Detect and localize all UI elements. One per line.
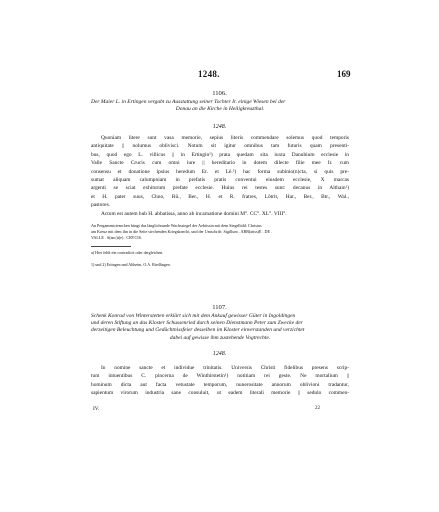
- body-line: consensu et donatione ipsius heredum Er. et Lê.²) hac forma subinio(n)cta, si quis pre-: [91, 168, 349, 175]
- footnote: a) Hier fehlt ein contradicit oder dergleichen.: [91, 250, 164, 255]
- body-line: hominum dicta aut facta vetustate temporum, nunerositate annorum oblivioni tradantur,: [91, 381, 349, 388]
- regest-line: dabei auf gewisse ihm zustehende Vogtrechte.: [169, 334, 271, 341]
- body-line: In nomine sancte et individue trinitatis. Universis Christi fidelibus presens scrip-: [101, 365, 349, 371]
- regest-line: Donau an die Kirche in Heiligkreuzthal.: [175, 106, 265, 113]
- document-body: [91, 364, 349, 398]
- body-line: Valle Sancte Crucis cum omni iure || hereditario in dotem dilecte filie mee Ir. cum: [91, 160, 349, 167]
- body-line: sapientum virorum industria sane consuluit, ut eadem literali memorie || sedulo commen-: [91, 390, 349, 397]
- sheet-signature: 22: [315, 406, 320, 411]
- document-date: 1248.: [212, 124, 227, 130]
- body-line: et H. pater suus, Chno, Rû., Ber., H. et R. fratres, Lôtrit, Har., Ber., Btr., Wal.,: [91, 193, 349, 200]
- body-line: antiquitate || nolumus oblivisci. Notum sit igitur omnibus tam futuris quam presenti-: [91, 143, 349, 150]
- running-header-year: 1248.: [198, 69, 220, 79]
- body-line: Quoniam litere sunt vasa memorie, sepius literis commendare solemus quod temporis: [101, 135, 349, 141]
- body-line: pastores.: [91, 202, 111, 209]
- body-line: tum intuentibus C. pincerna de Winthirstetin¹) notitiam rei geste. Ne mortalium ||: [91, 373, 349, 380]
- document-regest: [91, 99, 349, 113]
- document-regest: [91, 313, 349, 342]
- seal-line: VALLE . S(anc)t(e) . CRVCIS.: [91, 235, 142, 240]
- seal-line: An Pergamentriemchen hängt das länglichrunde Wachssiegel der Aebtissin mit dem Siegelbild: Christus: [91, 223, 262, 228]
- body-line: bus, quod ego L. villicus || in Ertingin¹) prata quedam sita iuxta Danubium ecclesie in: [91, 151, 349, 158]
- body-line: argenti se sciat exhiturum prefate ecclesie. Huius rei testes sunt: decanus in Althain¹): [91, 185, 349, 192]
- footnote: 1) und 2) Ertingen und Altheim, O.A. Riedlingen.: [91, 262, 171, 267]
- regest-line: und deren Stiftung an das Kloster Schussenried durch seinen Dienstmann Peter zum Zwecke der: [91, 320, 303, 327]
- footnote-divider: [91, 246, 131, 247]
- volume-signature: IV.: [93, 406, 100, 412]
- document-body: [91, 134, 349, 218]
- page-number: 169: [337, 69, 351, 79]
- seal-description: [91, 223, 349, 241]
- regest-line: Der Maier L. in Ertingen vergabt zu Ausstattung seiner Tochter Ir. einige Wiesen bei der: [91, 99, 286, 105]
- body-line: sumat aliquam calumpniam in prefatis pratis conventui eiusdem ecclesie, X marcas: [91, 177, 349, 184]
- document-closing: Actum est autem hub H. abbatissa, anno ab incarnatione domini M°. CC°. XL°. VIII°.: [101, 210, 287, 217]
- regest-line: Schenk Konrad von Winterstetten erklärt sich mit dem Ankauf gewisser Güter in Ingoldingen: [91, 313, 296, 319]
- regest-line: derzeitigen Beleuchtung und Gedächtnissfeier desselben im Kloster einverstanden und verzichtet: [91, 327, 305, 334]
- seal-line: am Kreuz mit dem ihn in die Seite stechenden Kriegsknecht, und der Umschrift: Sigillum . ABB(atiss)E . DE .: [91, 229, 273, 234]
- document-number: 1107.: [212, 304, 227, 311]
- document-date: 1248.: [212, 351, 227, 357]
- document-number: 1106.: [212, 90, 227, 97]
